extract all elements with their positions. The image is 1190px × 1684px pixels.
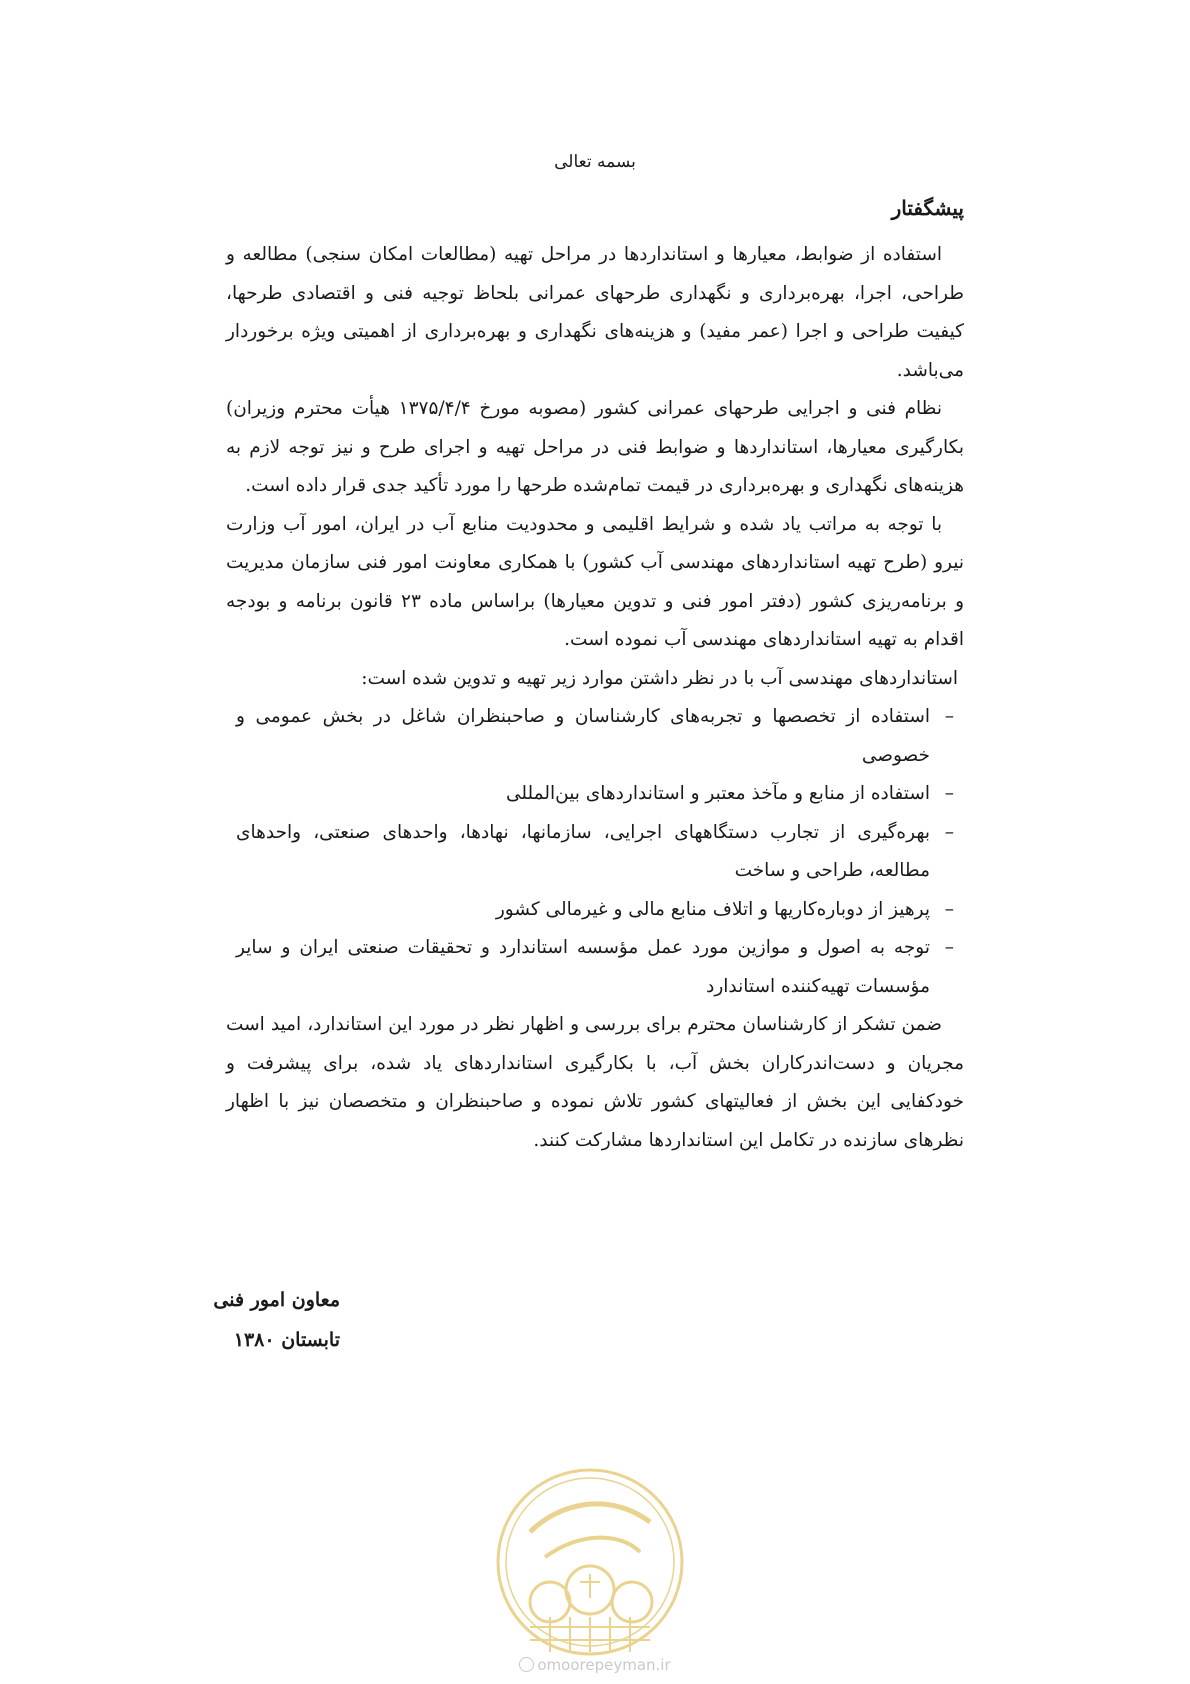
globe-icon [519, 1657, 534, 1672]
bullet-dash: – [944, 898, 954, 920]
signature-date: تابستان ۱۳۸۰ [233, 1329, 340, 1351]
list-item-text: پرهیز از دوباره‌کاریها و اتلاف منابع مالی و غیرمالی کشور [495, 898, 930, 920]
watermark-site [0, 1656, 1190, 1674]
bullet-list [226, 698, 964, 1006]
signature-title: معاون امور فنی [213, 1289, 340, 1311]
paragraph-1: استفاده از ضوابط، معیارها و استانداردها در مراحل تهیه (مطالعات امکان سنجی) مطالعه و طراحی، اجرا، بهره‌برداری و نگهداری طرحهای عمرانی بلحاظ توجیه فنی و اقتصادی طرحها، کیفیت طراحی و اجرا (عمر مفید) و هزینه‌های نگهداری و بهره‌برداری از اهمیتی ویژه برخوردار می‌باشد. [226, 244, 964, 381]
paragraph-5: ضمن تشکر از کارشناسان محترم برای بررسی و اظهار نظر در مورد این استاندارد، امید است مجریان و دست‌اندرکاران بخش آب، با بکارگیری استانداردهای یاد شده، برای پیشرفت و خودکفایی این بخش از فعالیتهای کشور تلاش نموده و صاحبنظران و متخصصان نیز با اظهار نظرهای سازنده در تکامل این استانداردها مشارکت کنند. [226, 1014, 964, 1151]
list-item-text: استفاده از منابع و مآخذ معتبر و استانداردهای بین‌المللی [505, 783, 930, 804]
watermark-seal-icon [490, 1462, 690, 1662]
list-item-text: بهره‌گیری از تجارب دستگاههای اجرایی، سازمانها، نهادها، واحدهای صنعتی، واحدهای مطالعه، طراحی و ساخت [236, 821, 930, 881]
list-item [226, 891, 964, 930]
basmala: بسمه تعالی [554, 152, 636, 172]
paragraph-2: نظام فنی و اجرایی طرحهای عمرانی کشور (مصوبه مورخ ۱۳۷۵/۴/۴ هیأت محترم وزیران) بکارگیری معیارها، استانداردها و ضوابط فنی در مراحل تهیه و اجرای طرح و نیز توجه لازم به هزینه‌های نگهداری و بهره‌برداری در قیمت تمام‌شده طرحها را مورد تأکید جدی قرار داده است. [226, 398, 964, 496]
paragraph-3: با توجه به مراتب یاد شده و شرایط اقلیمی و محدودیت منابع آب در ایران، امور آب وزارت نیرو (طرح تهیه استانداردهای مهندسی آب کشور) با همکاری معاونت امور فنی سازمان مدیریت و برنامه‌ریزی کشور (دفتر امور فنی و تدوین معیارها) براساس ماده ۲۳ قانون برنامه و بودجه اقدام به تهیه استانداردهای مهندسی آب نموده است. [226, 513, 965, 650]
list-item-text: توجه به اصول و موازین مورد عمل مؤسسه استاندارد و تحقیقات صنعتی ایران و سایر مؤسسات تهیه‌کننده استاندارد [236, 937, 930, 997]
list-item [226, 814, 964, 891]
bullet-dash: – [944, 706, 954, 727]
list-item [226, 775, 964, 814]
list-item [226, 929, 964, 1006]
signature-block [0, 1280, 340, 1360]
bullet-dash: – [944, 821, 954, 843]
list-item-text: استفاده از تخصصها و تجربه‌های کارشناسان و صاحبنظران شاغل در بخش عمومی و خصوصی [236, 706, 930, 766]
body-text [226, 236, 964, 1160]
paragraph-4: استانداردهای مهندسی آب با در نظر داشتن موارد زیر تهیه و تدوین شده است: [361, 667, 958, 689]
watermark-url: omoorepeyman.ir [537, 1656, 671, 1674]
bullet-dash: – [944, 783, 954, 804]
section-heading: پیشگفتار [891, 196, 964, 220]
bullet-dash: – [944, 937, 954, 958]
list-item [226, 698, 964, 775]
